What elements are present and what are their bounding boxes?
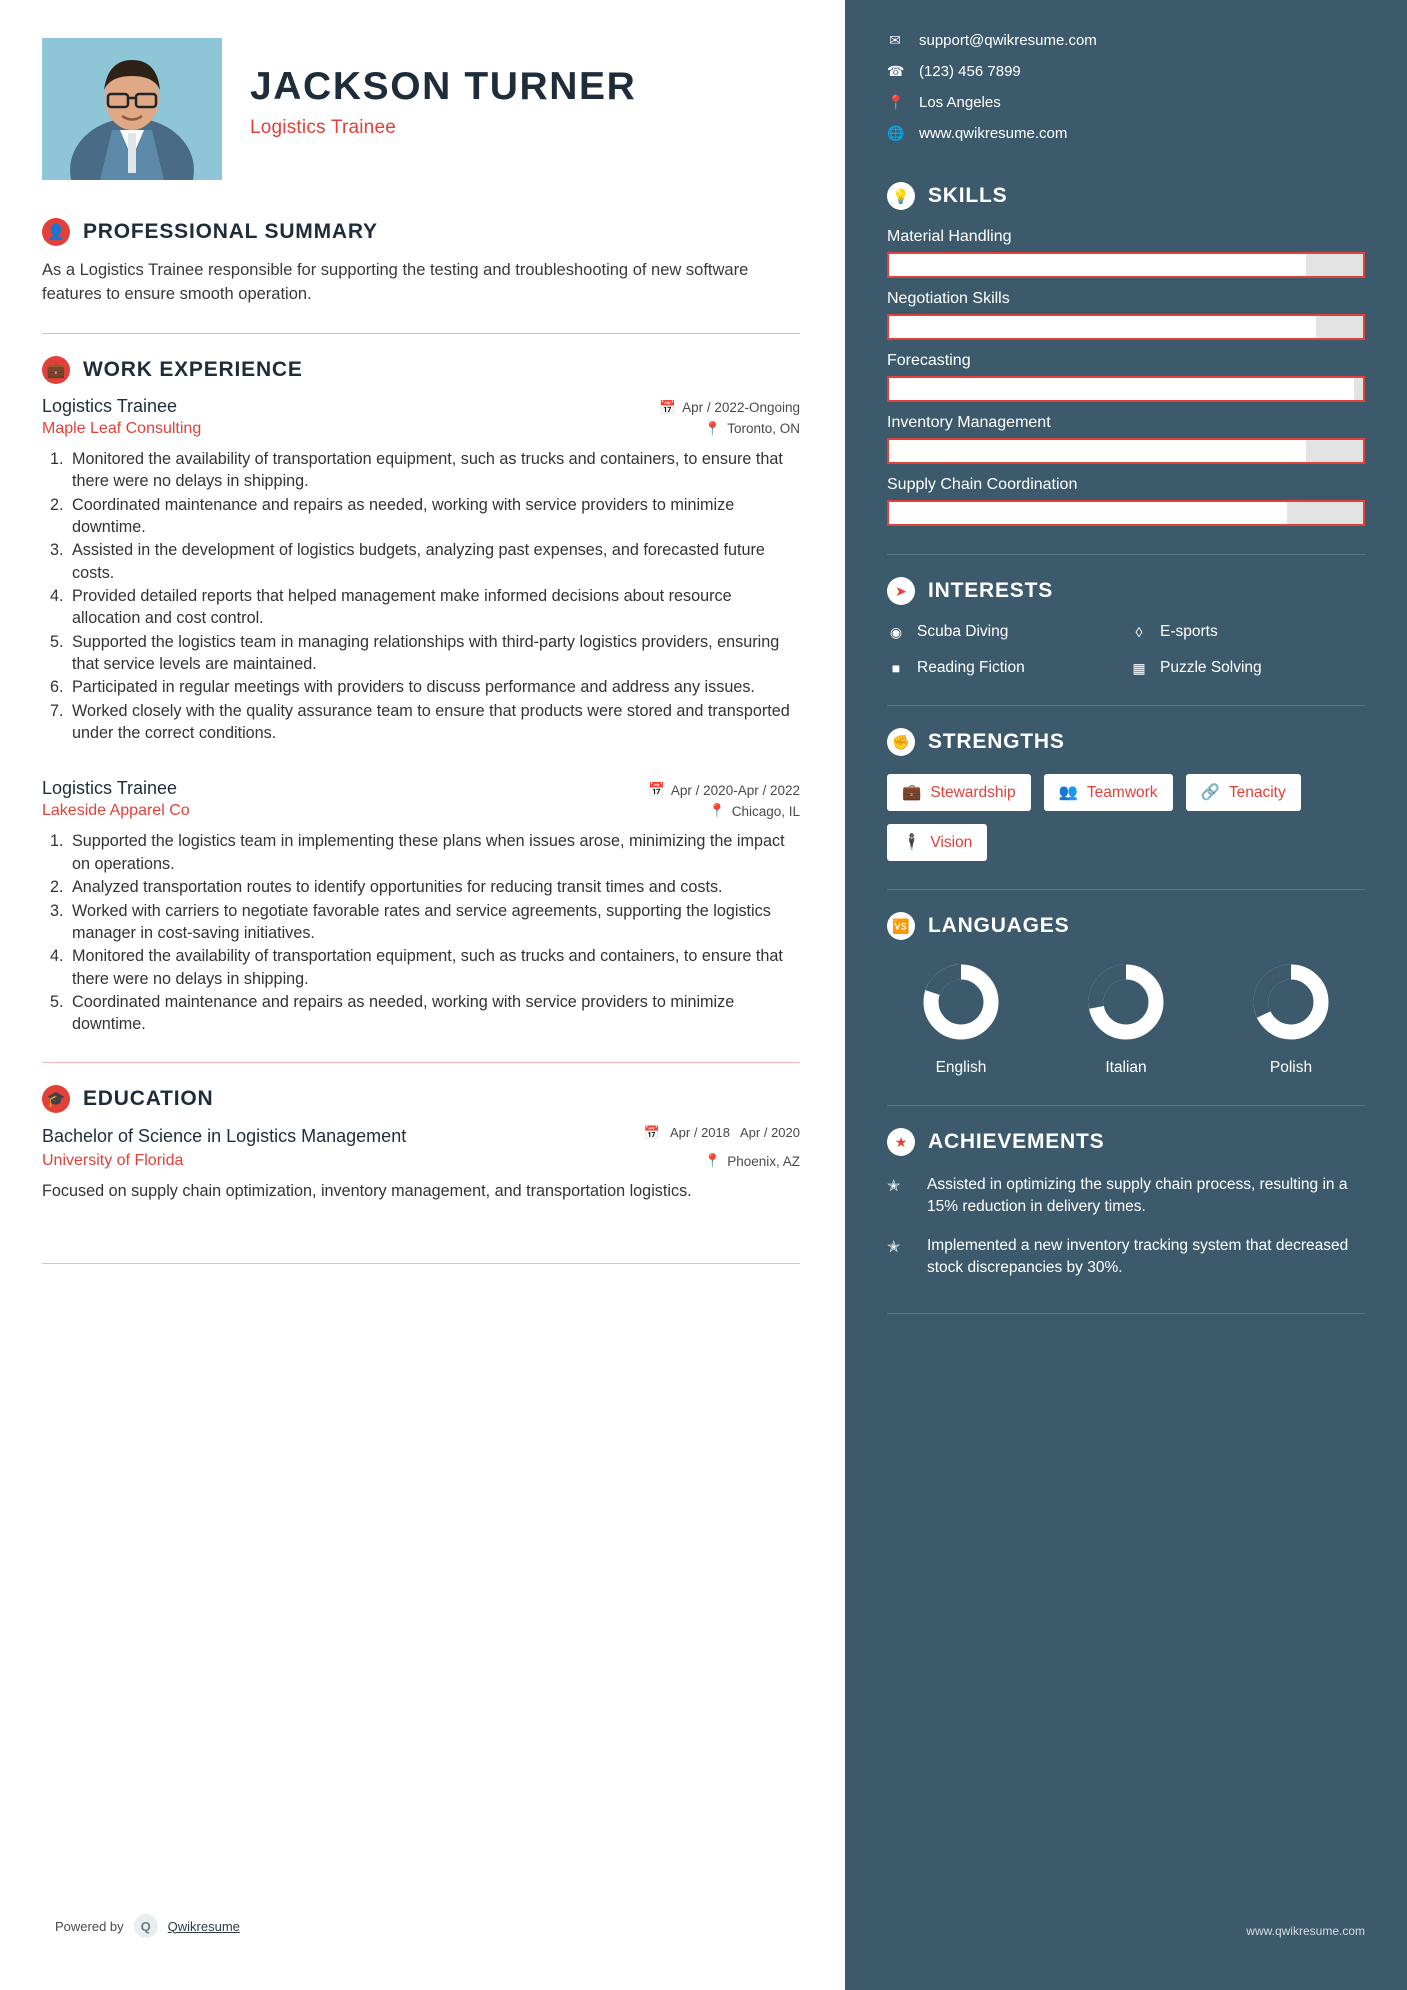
strength-label: Stewardship xyxy=(930,783,1016,801)
list-item: 3. Worked with carriers to negotiate favorable rates and service agreements, supporting the logistics manager in cost-saving initiatives. xyxy=(68,900,800,945)
skill-label: Inventory Management xyxy=(887,414,1051,431)
language-item xyxy=(1231,962,1351,1077)
achievement-item xyxy=(887,1235,1365,1278)
puzzle-icon: ▦ xyxy=(1132,659,1146,676)
list-item: 5. Supported the logistics team in managing relationships with third-party logistics providers, ensuring that service levels are maintained. xyxy=(68,631,800,676)
skill-bar xyxy=(887,314,1365,340)
list-item: 5. Coordinated maintenance and repairs as needed, working with service providers to minimize downtime. xyxy=(68,991,800,1036)
job-dates-row xyxy=(659,400,800,416)
interests-title: INTERESTS xyxy=(928,579,1054,602)
strength-item xyxy=(1044,774,1173,811)
education-end-date: Apr / 2020 xyxy=(740,1124,800,1140)
divider xyxy=(42,333,800,334)
star-icon: ✭ xyxy=(887,1178,901,1195)
contact-location-row xyxy=(887,94,1365,111)
interest-label: E-sports xyxy=(1160,623,1218,640)
skill-item xyxy=(887,228,1365,278)
languages-title: LANGUAGES xyxy=(928,914,1070,937)
job-location: Toronto, ON xyxy=(727,421,800,437)
strength-label: Teamwork xyxy=(1086,783,1158,801)
skill-bar xyxy=(887,500,1365,526)
section-languages xyxy=(887,912,1365,1077)
skill-label: Supply Chain Coordination xyxy=(887,476,1078,493)
skill-label: Negotiation Skills xyxy=(887,290,1010,307)
contact-website: www.qwikresume.com xyxy=(919,125,1068,142)
pin-icon: 📍 xyxy=(704,420,722,436)
strength-item xyxy=(887,774,1031,811)
list-item: 6. Participated in regular meetings with providers to discuss performance and address any issues. xyxy=(68,676,800,698)
person-icon: 👤 xyxy=(42,218,70,246)
job-dates: Apr / 2022-Ongoing xyxy=(682,400,800,416)
section-achievements xyxy=(887,1128,1365,1279)
language-donut xyxy=(1251,962,1331,1042)
education-degree: Bachelor of Science in Logistics Management xyxy=(42,1125,407,1146)
section-professional-summary xyxy=(42,218,800,307)
skill-item xyxy=(887,414,1365,464)
skill-label: Material Handling xyxy=(887,228,1012,245)
contact-email: support@qwikresume.com xyxy=(919,32,1097,49)
briefcase-icon: 💼 xyxy=(902,784,922,801)
interests-heading xyxy=(887,577,1365,605)
language-item xyxy=(901,962,1021,1077)
interest-item xyxy=(887,623,1122,641)
summary-heading xyxy=(42,218,800,246)
summary-text: As a Logistics Trainee responsible for supporting the testing and troubleshooting of new software features to ensure smooth operation. xyxy=(42,261,749,304)
achievement-text: Implemented a new inventory tracking system that decreased stock discrepancies by 30%. xyxy=(927,1237,1349,1277)
language-label: Italian xyxy=(1105,1059,1147,1076)
achievement-item xyxy=(887,1174,1365,1217)
education-school: University of Florida xyxy=(42,1152,184,1170)
interest-label: Scuba Diving xyxy=(917,623,1009,640)
lightbulb-icon: 💡 xyxy=(887,182,915,210)
skill-bar-fill xyxy=(889,440,1306,462)
education-description: Focused on supply chain optimization, inventory management, and transportation logistics. xyxy=(42,1182,692,1201)
job-location-row xyxy=(704,421,800,437)
language-donut xyxy=(1086,962,1166,1042)
globe-icon: 🌐 xyxy=(887,125,905,141)
resume-header xyxy=(42,38,800,180)
footer-branding xyxy=(55,1914,240,1938)
powered-by-label: Powered by xyxy=(55,1918,124,1934)
education-location: Phoenix, AZ xyxy=(727,1153,800,1169)
job-dates-row xyxy=(648,782,800,798)
job-location-row xyxy=(709,803,800,819)
strengths-heading xyxy=(887,728,1365,756)
skill-item xyxy=(887,290,1365,340)
skills-heading xyxy=(887,182,1365,210)
contact-phone-row[interactable] xyxy=(887,63,1365,80)
strength-label: Vision xyxy=(930,833,973,851)
qwikresume-link[interactable]: Qwikresume xyxy=(167,1918,240,1934)
diving-icon: ◉ xyxy=(889,623,903,640)
contact-website-row[interactable] xyxy=(887,125,1365,142)
education-start-date: Apr / 2018 xyxy=(670,1124,730,1140)
compass-icon: ➤ xyxy=(887,577,915,605)
divider xyxy=(887,1105,1365,1106)
esports-icon: ◊ xyxy=(1135,624,1143,640)
contact-location: Los Angeles xyxy=(919,94,1001,111)
education-title: EDUCATION xyxy=(83,1086,214,1110)
briefcase-icon: 💼 xyxy=(42,356,70,384)
translate-icon: 🆚 xyxy=(887,912,915,940)
star-icon: ✭ xyxy=(887,1239,901,1257)
education-heading xyxy=(42,1085,800,1113)
job-dates: Apr / 2020-Apr / 2022 xyxy=(670,782,800,798)
sidebar-footer-url: www.qwikresume.com xyxy=(1246,1924,1365,1938)
job-company: Lakeside Apparel Co xyxy=(42,802,190,820)
language-label: Polish xyxy=(1269,1059,1313,1076)
people-icon: 👥 xyxy=(1058,784,1078,801)
section-strengths xyxy=(887,728,1365,861)
fist-icon: ✊ xyxy=(887,728,915,756)
calendar-icon: 📅 xyxy=(648,782,665,798)
skill-bar xyxy=(887,376,1365,402)
section-skills xyxy=(887,182,1365,526)
job-bullets xyxy=(42,448,800,745)
list-item: 4. Provided detailed reports that helped management make informed decisions about resource allocation and cost control. xyxy=(68,585,800,630)
list-item: 2. Analyzed transportation routes to identify opportunities for reducing transit times and costs. xyxy=(68,876,800,898)
skill-bar xyxy=(887,252,1365,278)
page-title: JACKSON TURNER xyxy=(250,65,637,108)
list-item: 7. Worked closely with the quality assurance team to ensure that products were stored and transported under the correct conditions. xyxy=(68,700,800,745)
section-interests xyxy=(887,577,1365,677)
strengths-title: STRENGTHS xyxy=(928,730,1065,753)
divider xyxy=(887,889,1365,890)
strength-label: Tenacity xyxy=(1228,783,1286,801)
interest-item xyxy=(1130,659,1365,677)
skills-title: SKILLS xyxy=(928,184,1008,207)
language-label: English xyxy=(935,1059,987,1076)
skill-bar xyxy=(887,438,1365,464)
pin-icon: 📍 xyxy=(704,1153,722,1169)
contact-phone: (123) 456 7899 xyxy=(919,63,1021,80)
language-donut xyxy=(921,962,1001,1042)
achievement-text: Assisted in optimizing the supply chain process, resulting in a 15% reduction in delivery times. xyxy=(927,1176,1348,1215)
section-education xyxy=(42,1085,800,1203)
interest-item xyxy=(1130,623,1365,641)
section-work-experience xyxy=(42,356,800,1036)
graduation-cap-icon: 🎓 xyxy=(42,1085,70,1113)
calendar-icon: 📅 xyxy=(643,1124,660,1140)
skill-item xyxy=(887,352,1365,402)
summary-title: PROFESSIONAL SUMMARY xyxy=(83,220,378,243)
achievements-title: ACHIEVEMENTS xyxy=(928,1130,1105,1153)
job-company: Maple Leaf Consulting xyxy=(42,419,202,437)
skill-item xyxy=(887,476,1365,526)
calendar-icon: 📅 xyxy=(659,399,677,415)
interest-label: Puzzle Solving xyxy=(1160,659,1262,676)
divider xyxy=(887,554,1365,555)
job-title: Logistics Trainee xyxy=(42,395,178,416)
list-item: 4. Monitored the availability of transportation equipment, such as trucks and containers, to ensure that there were no delays in shipping. xyxy=(68,945,800,990)
skill-bar-fill xyxy=(889,502,1287,524)
job-entry xyxy=(42,396,800,745)
strength-item xyxy=(887,824,987,861)
job-entry xyxy=(42,778,800,1035)
list-item: 3. Assisted in the development of logistics budgets, analyzing past expenses, and forecasted future costs. xyxy=(68,539,800,584)
skill-label: Forecasting xyxy=(887,352,971,369)
skill-bar-fill xyxy=(889,254,1306,276)
languages-heading xyxy=(887,912,1365,940)
contact-list xyxy=(887,32,1365,142)
avatar xyxy=(42,38,222,180)
name-block xyxy=(250,38,636,139)
envelope-icon: ✉ xyxy=(889,32,901,48)
job-title: Logistics Trainee xyxy=(42,778,178,799)
divider xyxy=(887,1313,1365,1314)
phone-icon: ☎ xyxy=(887,63,905,79)
list-item: 1. Supported the logistics team in implementing these plans when issues arose, minimizing the impact on operations. xyxy=(68,830,800,875)
skill-bar-fill xyxy=(889,316,1316,338)
star-badge-icon: ★ xyxy=(887,1128,915,1156)
qwikresume-logo-icon: Q xyxy=(134,1914,158,1938)
divider xyxy=(42,1263,800,1264)
link-icon: 🔗 xyxy=(1200,784,1220,801)
language-item xyxy=(1066,962,1186,1077)
job-role: Logistics Trainee xyxy=(250,116,396,138)
pin-icon: 📍 xyxy=(887,94,905,110)
contact-email-row[interactable] xyxy=(887,32,1365,49)
interest-item xyxy=(887,659,1122,677)
education-dates xyxy=(644,1125,800,1141)
achievements-heading xyxy=(887,1128,1365,1156)
list-item: 1. Monitored the availability of transportation equipment, such as trucks and containers, to ensure that there were no delays in shipping. xyxy=(68,448,800,493)
list-item: 2. Coordinated maintenance and repairs as needed, working with service providers to minimize downtime. xyxy=(68,494,800,539)
book-icon: ■ xyxy=(891,660,901,676)
job-bullets xyxy=(42,830,800,1035)
binoculars-icon: 🕴 xyxy=(902,834,922,851)
education-location-row xyxy=(704,1153,800,1169)
job-location: Chicago, IL xyxy=(731,803,800,819)
experience-title: WORK EXPERIENCE xyxy=(83,357,303,381)
resume-sidebar xyxy=(845,0,1407,1990)
interest-label: Reading Fiction xyxy=(917,659,1025,676)
divider xyxy=(42,1062,800,1063)
divider xyxy=(887,705,1365,706)
skill-bar-fill xyxy=(889,378,1354,400)
experience-heading xyxy=(42,356,800,384)
pin-icon: 📍 xyxy=(708,803,726,819)
strength-item xyxy=(1186,774,1301,811)
